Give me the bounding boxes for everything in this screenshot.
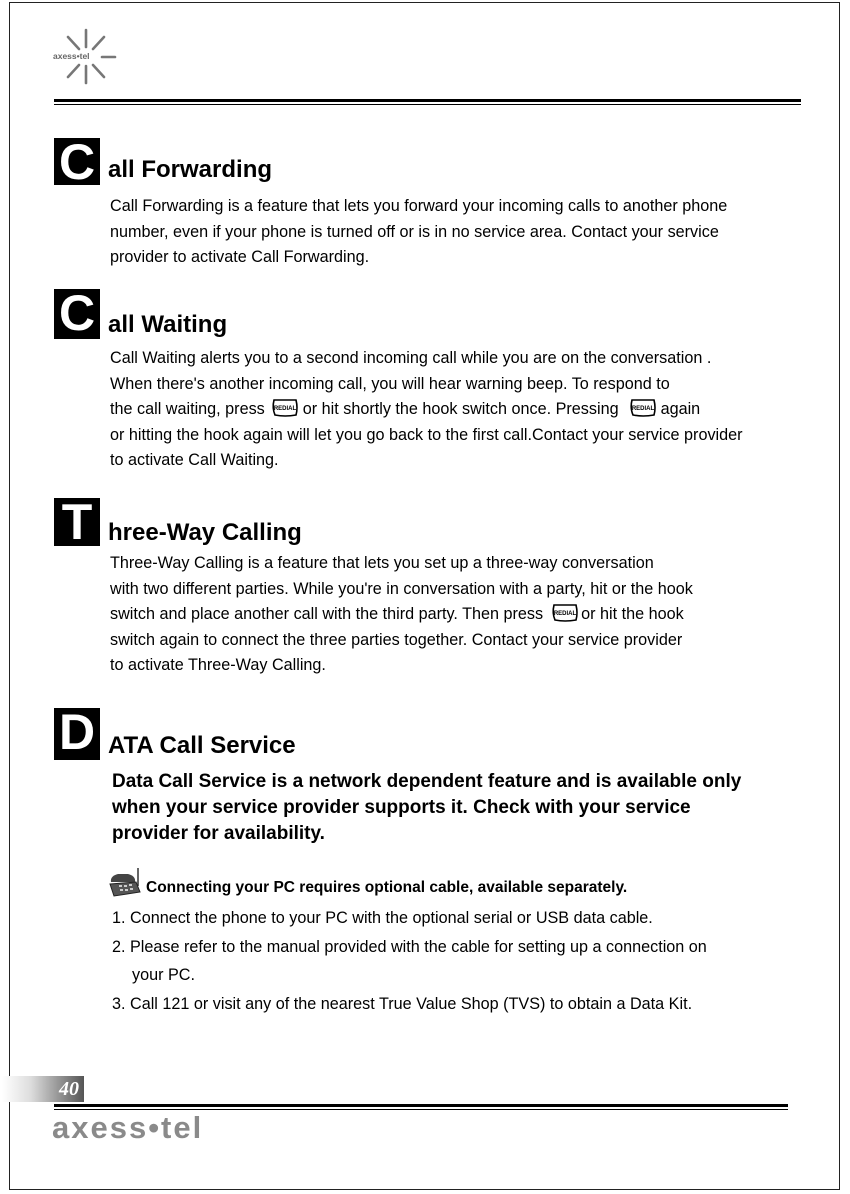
list-item: 2. Please refer to the manual provided with the cable for setting up a connection on [112,937,707,956]
connecting-pc-note: Connecting your PC requires optional cable, available separately. [146,879,628,896]
data-call-service-intro [112,769,741,847]
header-logo [52,28,118,86]
text-line [110,397,790,423]
section-initial-call-waiting: C [54,289,100,339]
redial-key-icon [629,398,657,418]
text-line: provider to activate Call Forwarding. [110,248,370,266]
header-rule-thin [54,104,801,105]
redial-key-label: REDIAL [631,406,654,413]
text-line: provider for availability. [112,823,325,844]
data-call-steps-list [112,904,707,1018]
text-line: Three-Way Calling is a feature that lets you set up a three-way conversation [110,554,654,572]
text-segment: or hit shortly the hook switch once. Pressing [302,400,619,418]
text-line [110,602,790,628]
desk-phone-icon [108,866,142,898]
text-line: Call Waiting alerts you to a second incoming call while you are on the conversation . [110,349,712,367]
header-logo-text: axess•tel [53,51,90,61]
redial-key-icon [271,398,299,418]
redial-key-label: REDIAL [553,611,577,618]
redial-key-label: REDIAL [273,406,296,413]
text-segment: the call waiting, press [110,400,265,418]
section-title-data-call-service: ATA Call Service [108,732,296,759]
text-line: switch again to connect the three parties together. Contact your service provider [110,630,683,649]
text-line: or hitting the hook again will let you go back to the first call.Contact your service provider [110,425,743,444]
text-line: When there's another incoming call, you will hear warning beep. To respond to [110,374,670,393]
section-title-three-way-calling: hree-Way Calling [108,519,302,546]
section-initial-data-call-service: D [54,708,100,760]
page-number: 40 [59,1078,79,1100]
section-title-call-forwarding: all Forwarding [108,156,273,183]
text-line: when your service provider supports it. Check with your service [112,797,691,818]
text-line: Call Forwarding is a feature that lets you forward your incoming calls to another phone [110,197,728,215]
three-way-calling-text [110,551,790,679]
text-line: to activate Call Waiting. [110,451,279,469]
section-title-call-waiting: all Waiting [108,311,228,338]
section-initial-three-way-calling: T [54,498,100,546]
text-segment: or hit the hook [581,605,684,623]
footer-brand-logo: axess•tel [52,1110,204,1145]
header-rule [54,99,801,102]
text-segment: again [660,400,701,418]
call-forwarding-text [110,194,790,271]
list-item: 3. Call 121 or visit any of the nearest True Value Shop (TVS) to obtain a Data Kit. [112,994,693,1013]
text-line: with two different parties. While you're in conversation with a party, hit or the hook [110,579,693,598]
redial-key-icon [551,603,579,623]
list-item: your PC. [132,966,195,984]
call-waiting-text [110,346,790,474]
footer-rule [54,1104,788,1107]
text-line: number, even if your phone is turned off or is in no service area. Contact your service [110,222,719,241]
section-initial-call-forwarding: C [54,138,100,185]
list-item: 1. Connect the phone to your PC with the optional serial or USB data cable. [112,909,653,927]
text-line: Data Call Service is a network dependent feature and is available only [112,771,742,792]
text-line: to activate Three-Way Calling. [110,656,326,674]
text-segment: switch and place another call with the third party. Then press [110,605,544,623]
